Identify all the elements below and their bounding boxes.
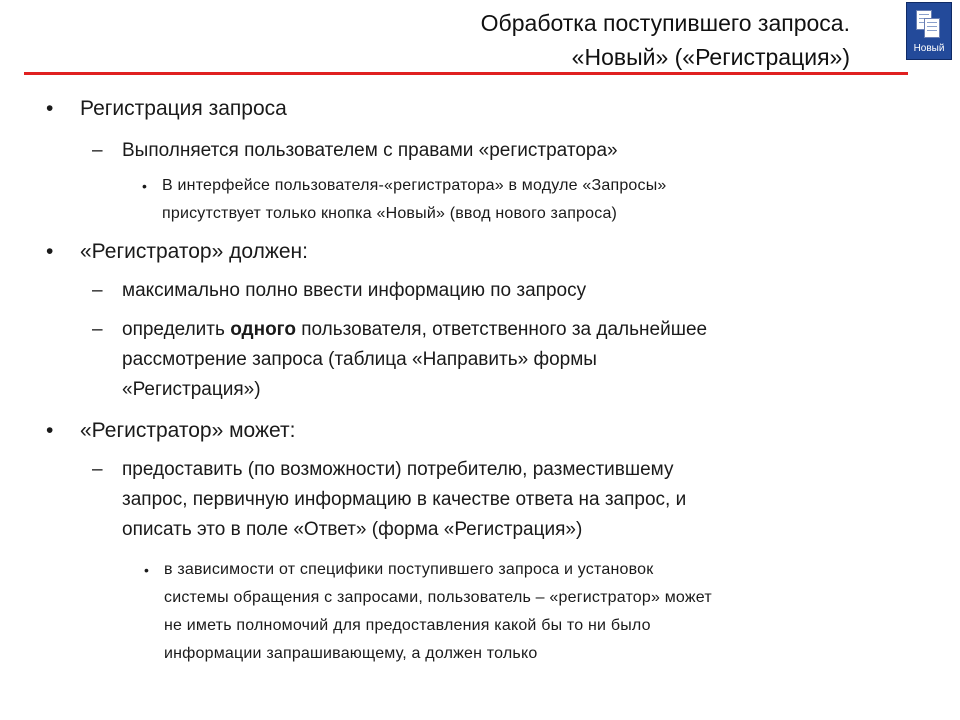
title-divider — [24, 72, 908, 75]
dash-marker: – — [92, 319, 103, 340]
new-document-icon — [924, 18, 940, 38]
bullet-text: «Регистратор» должен: — [80, 240, 308, 263]
sub-item-text: Выполняется пользователем с правами «регистратора» — [122, 140, 618, 161]
note-interface — [142, 172, 667, 228]
dash-marker: – — [92, 280, 103, 301]
small-bullet-marker: • — [144, 562, 150, 578]
bullet-registrar-may — [46, 416, 920, 446]
sub-item-line: описать это в поле «Ответ» (форма «Регистрация») — [122, 519, 583, 540]
sub-item-line — [122, 315, 882, 345]
sub-item-enter-info — [92, 276, 882, 306]
note-line: не иметь полномочий для предоставления какой бы то ни было — [164, 617, 651, 634]
sub-item-line: предоставить (по возможности) потребителю, разместившему — [122, 459, 674, 480]
sub-item-line: рассмотрение запроса (таблица «Направить» формы — [122, 349, 597, 370]
bullet-marker: • — [46, 97, 54, 120]
new-request-button[interactable] — [906, 2, 952, 60]
slide-title-line2: «Новый» («Регистрация») — [571, 44, 850, 70]
sub-item-text: пользователя, ответственного за дальнейшее — [295, 319, 708, 340]
sub-item-line: запрос, первичную информацию в качестве ответа на запрос, и — [122, 489, 687, 510]
emphasis-text: одного — [230, 319, 296, 340]
sub-item-performed-by — [92, 136, 882, 166]
note-line: В интерфейсе пользователя-«регистратора» в модуле «Запросы» — [162, 177, 667, 194]
sub-item-text: определить — [122, 319, 231, 340]
sub-item-assign-user — [92, 315, 882, 405]
note-line: информации запрашивающему, а должен только — [164, 645, 538, 662]
note-line: в зависимости от специфики поступившего запроса и установок — [164, 561, 654, 578]
slide-title-line1: Обработка поступившего запроса. — [480, 10, 850, 36]
sub-item-line: «Регистрация») — [122, 379, 261, 400]
small-bullet-marker: • — [142, 178, 148, 194]
bullet-registration — [46, 94, 920, 124]
new-request-button-label: Новый — [913, 43, 945, 54]
slide-title — [481, 6, 850, 74]
sub-item-provide-info — [92, 455, 882, 545]
dash-marker: – — [92, 459, 103, 480]
bullet-marker: • — [46, 240, 54, 263]
bullet-text: Регистрация запроса — [80, 97, 287, 120]
sub-item-text: максимально полно ввести информацию по запросу — [122, 280, 587, 301]
bullet-marker: • — [46, 419, 54, 442]
dash-marker: – — [92, 140, 103, 161]
note-permissions — [144, 556, 712, 668]
bullet-registrar-must — [46, 237, 920, 267]
note-line: присутствует только кнопка «Новый» (ввод нового запроса) — [162, 205, 618, 222]
bullet-text: «Регистратор» может: — [80, 419, 296, 442]
note-line: системы обращения с запросами, пользователь – «регистратор» может — [164, 589, 712, 606]
